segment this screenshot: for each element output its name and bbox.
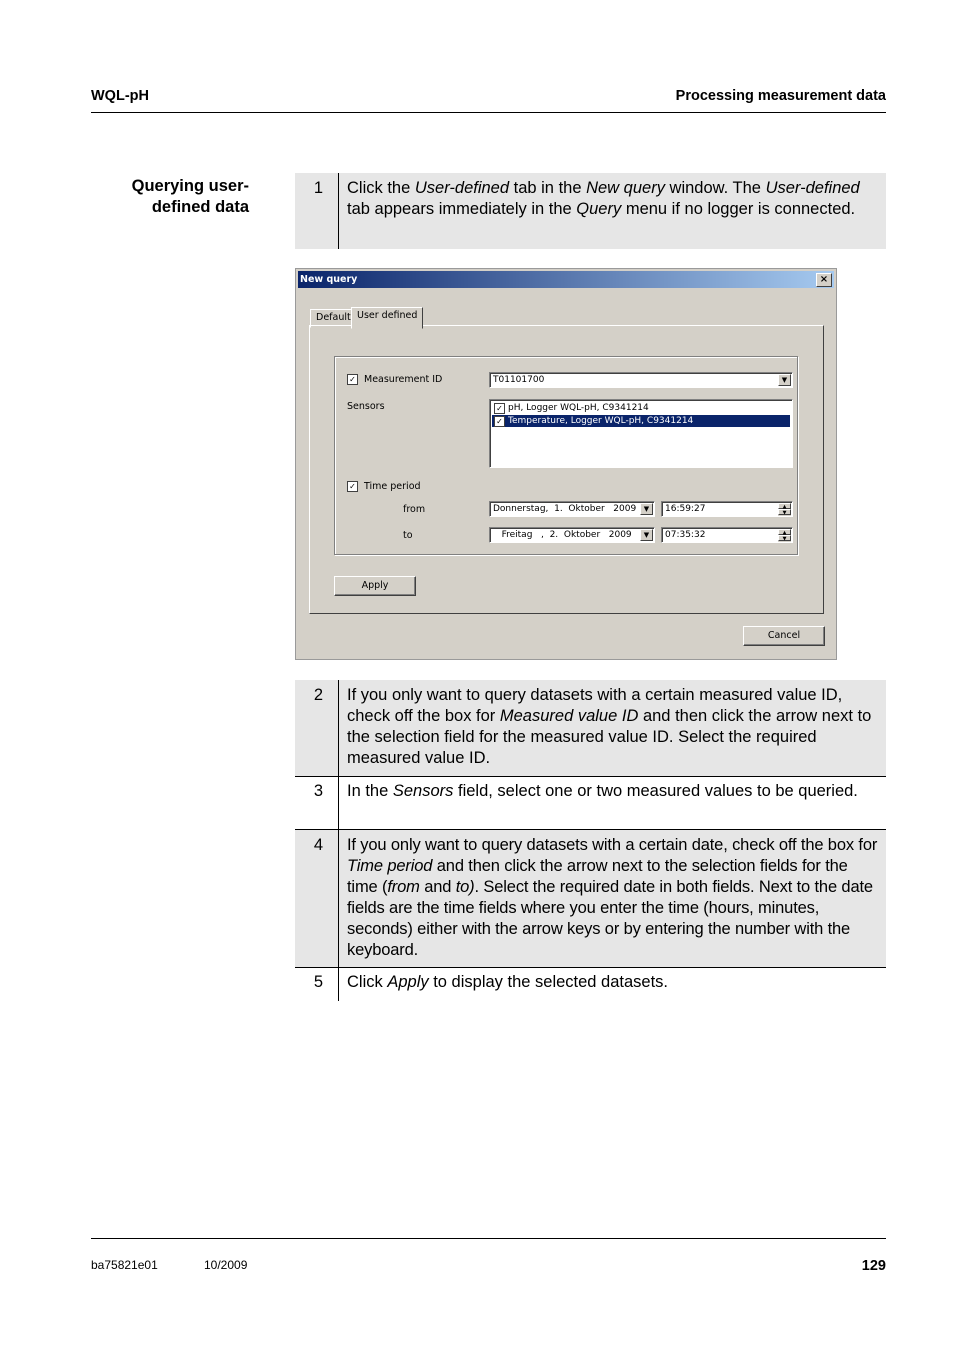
from-time-spinner[interactable] [778,503,791,516]
time-period-checkbox[interactable]: ✓ [347,481,358,492]
step-row [295,968,886,1001]
step-number: 5 [295,968,339,1001]
emphasized-term: New query [586,179,665,197]
chevron-down-icon[interactable]: ▼ [778,374,791,386]
to-time-value: 07:35:32 [665,530,706,540]
step-text-segment: Click the [347,179,415,197]
step-text [339,173,886,249]
sensor-checkbox[interactable]: ✓ [494,416,505,427]
spin-down-icon[interactable]: ▼ [778,535,791,541]
from-time-value: 16:59:27 [665,504,706,514]
query-options-group [334,356,798,555]
from-date-select[interactable] [489,501,655,517]
tab-default[interactable]: Default [310,309,357,328]
step-text-segment: field, select one or two measured values to be queried. [453,782,858,800]
time-period-label: Time period [364,481,421,492]
dialog-title: New query [300,274,358,285]
list-item[interactable] [492,415,790,427]
emphasized-term: Measured value ID [499,707,639,725]
chevron-down-icon[interactable]: ▼ [640,529,653,541]
footer-rule [91,1238,886,1239]
sensors-label: Sensors [347,401,385,412]
cancel-button[interactable]: Cancel [743,626,825,646]
step-text-segment: and then click the arrow next to the selection field for the measured value ID. Select the required measured value ID. [347,707,872,767]
from-time-input[interactable] [661,501,793,517]
step-row [295,830,886,968]
step-text-segment: and then click the arrow next to the selection fields for the time ( [347,857,848,896]
to-time-spinner[interactable] [778,529,791,542]
close-icon[interactable]: × [816,273,832,287]
emphasized-term: Sensors [392,782,454,800]
emphasized-term: User-defined [765,179,860,197]
document-id: ba75821e01 [91,1258,158,1272]
tab-user-defined[interactable]: User defined [351,307,423,329]
section-title: Querying user-defined data [131,177,249,216]
measurement-id-value: T01101700 [493,375,545,385]
emphasized-term: Query [576,200,622,218]
sensor-checkbox[interactable]: ✓ [494,403,505,414]
step-row [295,173,886,249]
step-text-segment: If you only want to query datasets with a certain measured value ID, check off the box for [347,686,843,725]
to-time-input[interactable] [661,527,793,543]
header-rule [91,112,886,113]
spin-up-icon[interactable]: ▲ [778,503,791,509]
step-table-top [295,173,886,249]
step-text-segment: menu if no logger is connected. [621,200,856,218]
step-text [339,777,886,829]
measurement-id-select[interactable] [489,372,793,388]
step-text-segment: and [419,878,456,896]
spin-up-icon[interactable]: ▲ [778,529,791,535]
to-date-select[interactable] [489,527,655,543]
from-label: from [403,504,426,515]
step-text-segment: window. The [664,179,766,197]
to-date-value: Freitag , 2. Oktober 2009 [493,530,632,540]
step-text [339,680,886,776]
dialog-titlebar [298,271,834,288]
running-header-right: Processing measurement data [675,88,886,104]
to-label: to [403,530,413,541]
running-header-left: WQL-pH [91,88,149,104]
emphasized-term: Apply [387,973,429,991]
step-text-segment: tab in the [509,179,587,197]
step-number: 1 [295,173,339,249]
measurement-id-label: Measurement ID [364,374,443,385]
measurement-id-checkbox[interactable]: ✓ [347,374,358,385]
step-text-segment: Click [347,973,388,991]
step-text-segment: to display the selected datasets. [428,973,669,991]
new-query-dialog [295,268,837,660]
emphasized-term: from [387,878,420,896]
sensor-label: Temperature, Logger WQL-pH, C9341214 [508,416,694,426]
step-number: 4 [295,830,339,967]
step-text [339,830,886,967]
step-row [295,777,886,830]
step-text-segment: In the [347,782,393,800]
step-number: 3 [295,777,339,829]
list-item[interactable] [492,402,790,414]
emphasized-term: User-defined [414,179,510,197]
apply-button[interactable]: Apply [334,576,416,596]
step-row [295,680,886,777]
sensors-list[interactable] [489,399,793,468]
sensor-label: pH, Logger WQL-pH, C9341214 [508,403,649,413]
page-number: 129 [861,1258,886,1274]
from-date-value: Donnerstag, 1. Oktober 2009 [493,504,637,514]
emphasized-term: to) [455,878,475,896]
emphasized-term: Time period [347,857,433,875]
step-text [339,968,886,1001]
step-number: 2 [295,680,339,776]
document-date: 10/2009 [204,1258,248,1272]
spin-down-icon[interactable]: ▼ [778,509,791,515]
step-text-segment: tab appears immediately in the [347,200,577,218]
chevron-down-icon[interactable]: ▼ [640,503,653,515]
step-table-bottom [295,680,886,1001]
step-text-segment: . Select the required date in both fields. Next to the date fields are the time fields where you enter the time (hours, minutes, seconds) either with the arrow keys or by entering the number with the keyboard. [347,878,873,959]
step-text-segment: If you only want to query datasets with a certain date, check off the box for [347,836,878,854]
